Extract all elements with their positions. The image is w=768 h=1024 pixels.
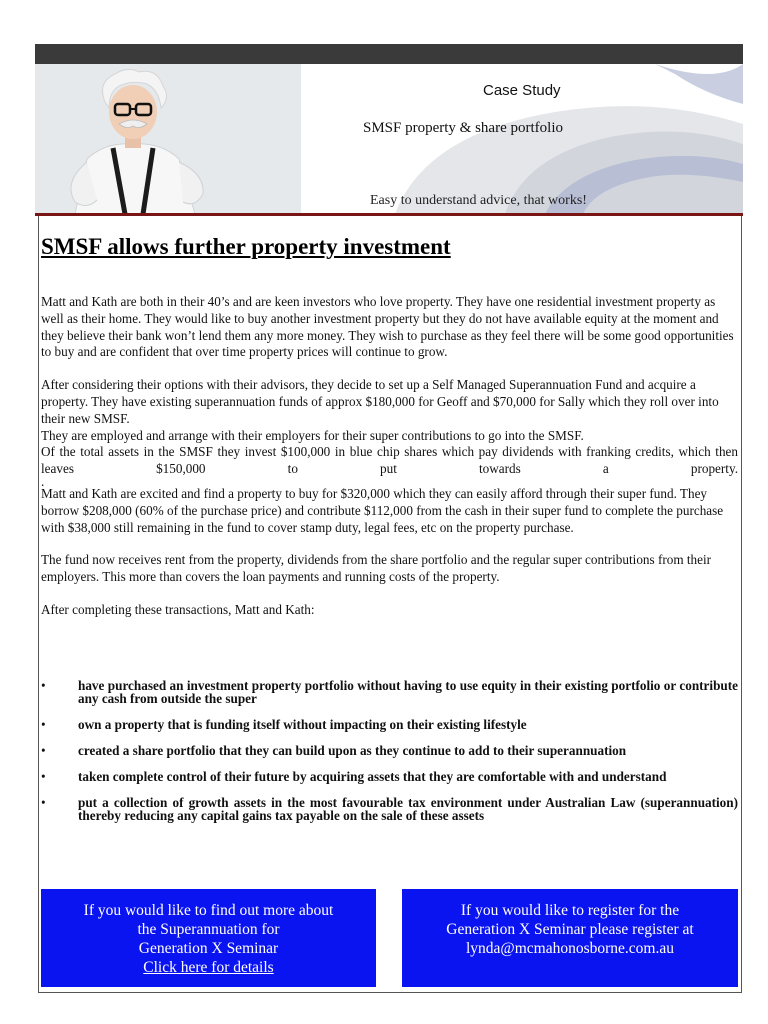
outcomes-list (41, 679, 738, 835)
header-banner (35, 64, 743, 214)
list-item: • created a share portfolio that they can build upon as they continue to add to their superannuation (41, 743, 627, 758)
paragraph-summary-intro: After completing these transactions, Matt and Kath: (41, 601, 315, 617)
bullet-icon: • (41, 769, 46, 784)
case-study-label: Case Study (483, 82, 561, 99)
presenter-photo (35, 64, 301, 214)
register-email[interactable]: lynda@mcmahonosborne.com.au (466, 940, 674, 957)
register-line1: If you would like to register for the (460, 902, 680, 919)
top-bar (35, 44, 743, 64)
seminar-info-line1: If you would like to find out more about (83, 902, 334, 919)
page-title: SMSF allows further property investment (41, 234, 451, 259)
paragraph-contributions: They are employed and arrange with their employers for their super contributions to go into the SMSF. (41, 427, 584, 443)
details-link[interactable]: Click here for details (143, 959, 274, 976)
bullet-icon: • (41, 743, 46, 758)
banner-subtitle: SMSF property & share portfolio (363, 120, 563, 136)
list-item: • taken complete control of their future by acquiring assets that they are comfortable with and understand (41, 769, 667, 784)
seminar-info-line3: Generation X Seminar (138, 940, 279, 957)
paragraph-intro: Matt and Kath are both in their 40’s and are keen investors who love property. They have one residential investment property as well as their home. They would like to buy another investment property but they do not have available equity at the moment and they believe their bank won’t lend them any more money. They wish to purchase as they feel there will be some good opportunities to buy and are confident that over time property prices will continue to grow. (41, 294, 734, 360)
bullet-icon: • (41, 678, 46, 693)
register-box (402, 889, 738, 987)
bullet-icon: • (41, 717, 46, 732)
list-item: • have purchased an investment property portfolio without having to use equity in their existing portfolio or contribute any cash from outside the super (41, 678, 738, 706)
seminar-info-line2: the Superannuation for (137, 921, 280, 938)
paragraph-smsf-setup: After considering their options with their advisors, they decide to set up a Self Managed Superannuation Fund and acquire a property. They have existing superannuation funds of approx $180,000 for Geoff and $70,000 for Sally which they roll over into their new SMSF. (41, 377, 719, 426)
seminar-info-box (41, 889, 376, 987)
paragraph-shares: Of the total assets in the SMSF they invest $100,000 in blue chip shares which pay dividends with franking credits, which then leaves $150,000 to put towards a property. (41, 444, 738, 477)
child-in-costume-illustration (35, 64, 301, 214)
list-item: • put a collection of growth assets in the most favourable tax environment under Australian Law (superannuation) thereby reducing any capital gains tax payable on the sale of these assets (41, 795, 738, 823)
paragraph-fund-income: The fund now receives rent from the property, dividends from the share portfolio and the regular super contributions from their employers. This more than covers the loan payments and running costs of the property. (41, 552, 712, 585)
paragraph-dot: . (41, 473, 45, 489)
article-body (41, 294, 738, 635)
register-line2: Generation X Seminar please register at (446, 921, 694, 938)
bullet-icon: • (41, 795, 46, 810)
paragraph-purchase: Matt and Kath are excited and find a property to buy for $320,000 which they can easily afford through their super fund. They borrow $208,000 (60% of the purchase price) and contribute $112,000 from the cash in their super fund to complete the purchase with $38,000 still remaining in the fund to cover stamp duty, legal fees, etc on the property purchase. (41, 485, 724, 535)
list-item: • own a property that is funding itself without impacting on their existing lifestyle (41, 717, 527, 732)
tagline: Easy to understand advice, that works! (370, 193, 587, 208)
